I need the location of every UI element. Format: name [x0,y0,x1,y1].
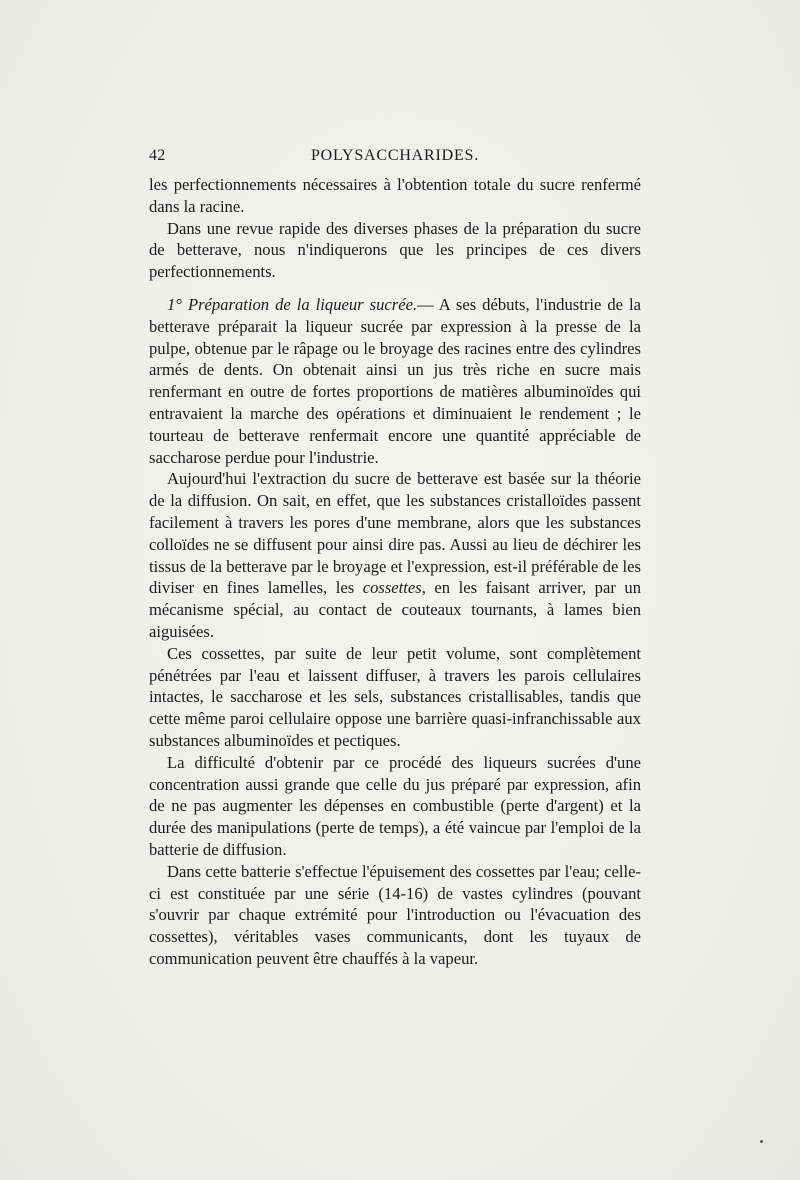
section-text: — A ses débuts, l'industrie de la betterave préparait la liqueur sucrée par expression à la presse de la pulpe, obtenue par le râpage ou le broyage des racines entre des cylindres armés de dents. On obtenait ainsi un jus très riche en sucre mais renfermant en outre de fortes proportions de matières albuminoïdes qui entravaient la marche des opérations et diminuaient le rendement ; le tourteau de betterave renfermait encore une quantité appréciable de saccharose perdue pour l'industrie. [149,294,641,467]
paragraph-cossettes: Ces cossettes, par suite de leur petit volume, sont complètement pénétrées par l'eau et laissent diffuser, à travers les parois cellulaires intactes, le saccharose et les sels, substances cristallisables, tandis que cette même paroi cellulaire oppose une barrière quasi-infranchissable aux substances albuminoïdes et pectiques. [149,643,641,750]
scan-speck [760,1140,763,1143]
paragraph-battery: Dans cette batterie s'effectue l'épuisement des cossettes par l'eau; celle-ci est constituée par une série (14-16) de vastes cylindres (pouvant s'ouvrir par chaque extrémité pour l'introduction ou l'évacuation des cossettes), véritables vases communicants, dont les tuyaux de communication peuvent être chauffés à la vapeur. [149,861,641,968]
italic-term: cossettes [362,578,422,598]
paragraph-difficulty: La difficulté d'obtenir par ce procédé des liqueurs sucrées d'une concentration aussi grande que celle du jus préparé par expression, afin de ne pas augmenter les dépenses en combustible (perte d'argent) et la durée des manipulations (perte de temps), a été vaincue par l'emploi de la batterie de diffusion. [149,752,641,859]
paragraph-text: , en les faisant arriver, par un mécanisme spécial, au contact de couteaux tournants, à lames bien aiguisées. [149,578,642,641]
page-number: 42 [149,147,166,164]
paragraph-continuation: les perfectionnements nécessaires à l'obtention totale du sucre renfermé dans la racine. [149,175,641,216]
page-header [149,147,641,169]
section-heading: 1° Préparation de la liqueur sucrée. [167,294,418,314]
paragraph-intro: Dans une revue rapide des diverses phases de la préparation du sucre de betterave, nous n'indiquerons que les principes de ces divers perfectionnements. [149,218,641,282]
paragraph-diffusion [149,468,641,642]
paragraph-text: Aujourd'hui l'extraction du sucre de betterave est basée sur la théorie de la diffusion. On sait, en effet, que les substances cristalloïdes passent facilement à travers les pores d'une membrane, alors que les substances colloïdes ne se diffusent pour ainsi dire pas. Aussi au lieu de déchirer les tissus de la betterave par le broyage et l'expression, est-il préférable de les diviser en fines lamelles, les [149,469,641,598]
running-title: POLYSACCHARIDES. [310,147,480,164]
body-text [149,174,641,970]
paragraph-section-1 [149,294,641,468]
